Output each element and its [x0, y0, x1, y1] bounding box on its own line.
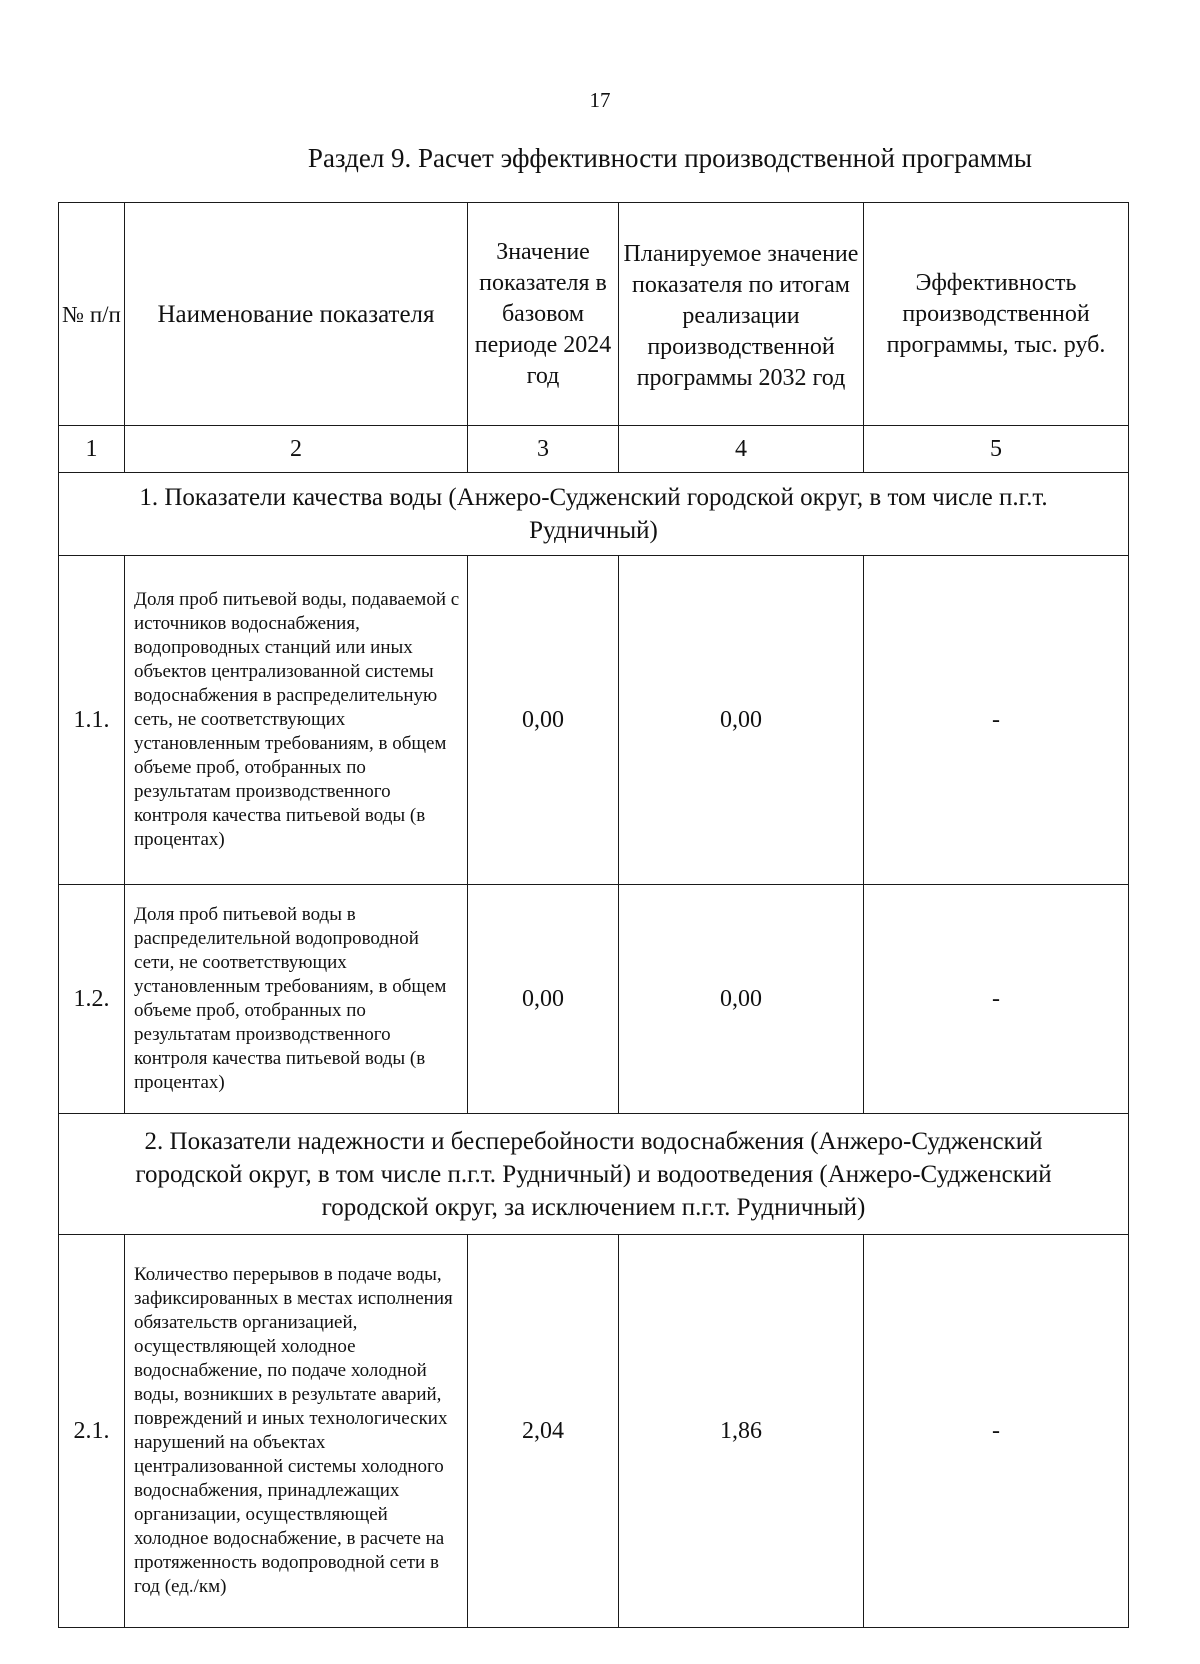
indicator-name: Доля проб питьевой воды в распределительной водопроводной сети, не соответствующих установленным требованиям, в общем объеме проб, отобранных по результатам производственного контроля качества питьевой воды (в процентах) — [125, 885, 468, 1114]
indicator-name: Количество перерывов в подаче воды, зафиксированных в местах исполнения обязательств организацией, осуществляющей холодное водоснабжение, по подаче холодной воды, возникших в результате аварий, повреждений и иных технологических нарушений на объектах централизованной системы холодного водоснабжения, принадлежащих организации, осуществляющей холодное водоснабжение, в расчете на протяженность водопроводной сети в год (ед./км) — [125, 1235, 468, 1628]
section-1-title-cell — [59, 473, 1129, 556]
table-row — [59, 556, 1129, 885]
planned-value: 1,86 — [619, 1235, 864, 1628]
efficiency-table — [58, 202, 1129, 1628]
section-2-title: 2. Показатели надежности и бесперебойности водоснабжения (Анжеро-Судженский городской округ, в том числе п.г.т. Рудничный) и водоотведения (Анжеро-Судженский городской округ, за исключением п.г.т. Рудничный) — [135, 1127, 1052, 1221]
efficiency-value: - — [864, 885, 1129, 1114]
table-row — [59, 1235, 1129, 1628]
efficiency-value: - — [864, 1235, 1129, 1628]
header-efficiency: Эффективность производственной программы, тыс. руб. — [864, 203, 1129, 426]
section-row — [59, 473, 1129, 556]
base-value: 0,00 — [468, 885, 619, 1114]
section-1-title: 1. Показатели качества воды (Анжеро-Судженский городской округ, в том числе п.г.т. Рудничный) — [139, 484, 1048, 544]
section-title: Раздел 9. Расчет эффективности производственной программы — [307, 143, 1033, 173]
column-number: 5 — [864, 426, 1129, 473]
planned-value: 0,00 — [619, 885, 864, 1114]
header-indicator-name: Наименование показателя — [125, 203, 468, 426]
section-2-title-cell — [59, 1114, 1129, 1235]
base-value: 2,04 — [468, 1235, 619, 1628]
header-row — [59, 203, 1129, 426]
indicator-name: Доля проб питьевой воды, подаваемой с источников водоснабжения, водопроводных станций или иных объектов централизованной системы водоснабжения в распределительную сеть, не соответствующих установленным требованиям, в общем объеме проб, отобранных по результатам производственного контроля качества питьевой воды (в процентах) — [125, 556, 468, 885]
column-number: 4 — [619, 426, 864, 473]
header-planned-value: Планируемое значение показателя по итогам реализации производственной программы 2032 год — [619, 203, 864, 426]
column-number: 1 — [59, 426, 125, 473]
row-number: 2.1. — [59, 1235, 125, 1628]
column-number-row — [59, 426, 1129, 473]
row-number: 1.2. — [59, 885, 125, 1114]
page-number: 17 — [589, 88, 611, 112]
header-base-value: Значение показателя в базовом периоде 2024 год — [468, 203, 619, 426]
table-row — [59, 885, 1129, 1114]
planned-value: 0,00 — [619, 556, 864, 885]
efficiency-value: - — [864, 556, 1129, 885]
column-number: 2 — [125, 426, 468, 473]
base-value: 0,00 — [468, 556, 619, 885]
header-number: № п/п — [59, 203, 125, 426]
row-number: 1.1. — [59, 556, 125, 885]
section-row — [59, 1114, 1129, 1235]
column-number: 3 — [468, 426, 619, 473]
